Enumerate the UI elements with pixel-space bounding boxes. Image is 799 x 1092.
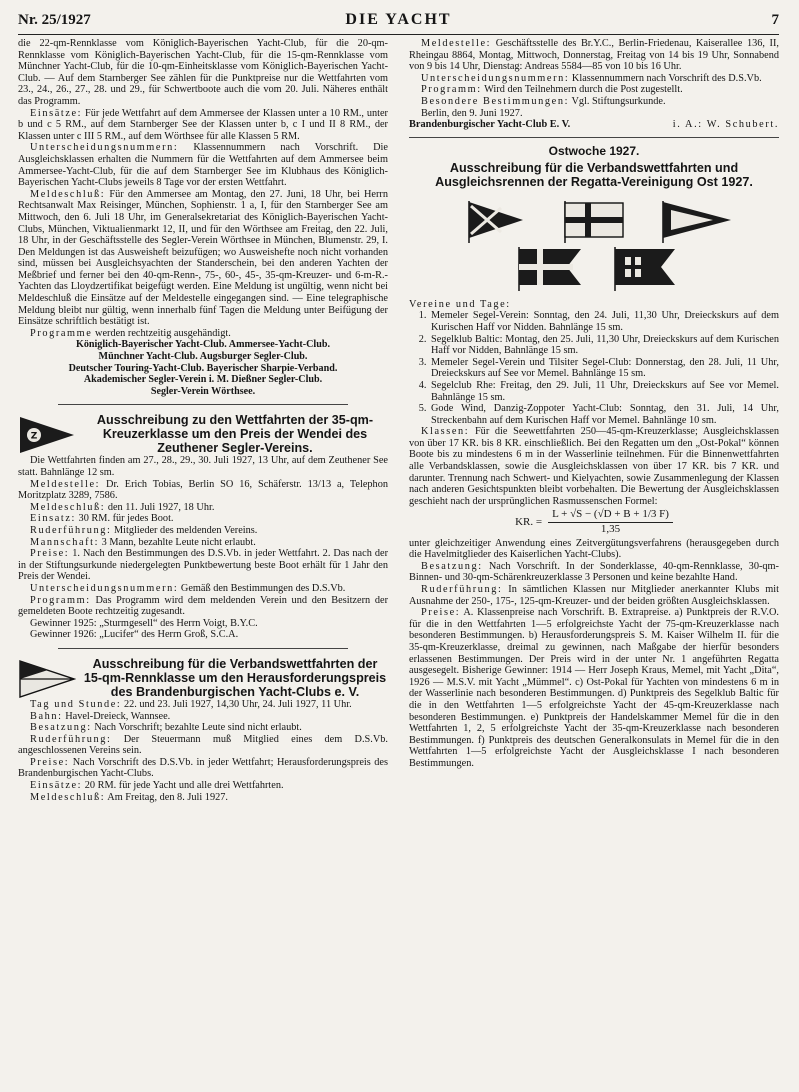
text: 3 Mann, bezahlte Leute nicht erlaubt.	[101, 536, 256, 548]
label: Meldestelle:	[30, 478, 101, 490]
ad-15qm-besatzung	[18, 722, 388, 734]
formula-lhs: KR. =	[515, 515, 543, 528]
text: Der Steuermann muß Mitglied eines dem D.S.Vb. angeschlossenen Vereins sein.	[18, 733, 388, 757]
ad-35qm-einsatz	[18, 513, 388, 525]
ad-15qm-tag	[18, 699, 388, 711]
club-list	[18, 339, 388, 397]
club-line: Königlich-Bayerischer Yacht-Club. Ammersee-Yacht-Club.	[75, 339, 330, 351]
text: Am Freitag, den 8. Juli 1927.	[107, 791, 228, 803]
text: 30 RM. für jedes Boot.	[78, 513, 174, 525]
text: Das Programm wird dem meldenden Verein und den Besitzern der gemeldeten Boote rechtzeitig zugesandt.	[18, 594, 388, 618]
svg-text:Z: Z	[30, 431, 38, 442]
vereine-list	[409, 310, 779, 426]
besondere-paragraph	[409, 96, 779, 108]
label: Preise:	[30, 548, 70, 560]
text: 1. Nach den Bestimmungen des D.S.Vb. in jeder Wettfahrt. 2. Das nach der in der Stiftungsurkunde niedergelegten Punktbewertung beste Boot erhält für 1 Jahr den Preis der Wendei.	[18, 548, 388, 583]
flag-icon	[565, 201, 623, 243]
label: Unterscheidungsnummern:	[30, 142, 179, 154]
unterscheidung-paragraph	[409, 73, 779, 85]
label: Ruderführung:	[421, 584, 503, 595]
label: Ruderführung:	[30, 733, 112, 745]
text: Geschäftsstelle des Br.Y.C., Berlin-Friedenau, Kaiserallee 136, II, Rheingau 8864, Montag, Mittwoch, Donnerstag, Freitag von 14 bis 19 Uhr, Sonnabend von 9 bis 14 Uhr, Dienstag: Andreas 5584—85 von 10 bis 16 Uhr.	[409, 38, 779, 73]
label: Meldeschluß:	[30, 501, 106, 513]
einsaetze-paragraph	[18, 108, 388, 143]
text: Dr. Erich Tobias, Berlin SO 16, Schäferstr. 13/13 a, Telephon Moritzplatz 3289, 7586.	[18, 478, 388, 502]
ostwoche-heading: Ostwoche 1927.	[548, 143, 640, 158]
ad-35qm-meldestelle	[18, 479, 388, 502]
label: Programm:	[30, 594, 91, 606]
burgee-flag-icon	[18, 659, 76, 699]
text: A. Klassenpreise nach Vorschrift. B. Extrapreise. a) Punktpreis der R.V.O. für die in den Wettfahrten 1—5 erfolgreichste Yacht der 75-qm-Kreuzerklasse nach besonderen Bestimmungen. b) Herausforderungspreis S. M. Kaiser Wilhelm II. für die 35-qm-Kreuzerklasse, dreimal zu gewinnen, nach Maßgabe der hierfür besonders erlassenen Bestimmungen. Der Preis wird in der unter Nr. 1 angeführten Regatta ausgesegelt. Bisherige Gewinner: 1914 — Herr Joseph Kraus, Memel, mit Yacht „Dita“, 1926 — M.S.V. mit Yacht „Mümmel“. c) Ost-Pokal für Yachten von mindestens 6 m in der Wasserlinie nach besonderen Bestimmungen. d) Punktpreis des Segelklub Baltic für die in den Wettfahrten 1—5 erfolgreichste Yacht der 45-qm-Kreuzerklasse nach besonderen Bestimmungen. e) Punktpreis der Handelskammer Memel für die in den Wettfahrten 1, 2, 5 erfolgreichste Yacht der 35-qm-Kreuzerklasse nach besonderen Bestimmungen. f) Punktpreis des deutschen Generalkonsulats in Memel für die in den Wettfahrten 1—5 erfolgreichste Yacht der Ausgleichsklasse I nach besonderen Bestimmungen.	[409, 607, 779, 769]
ad-15qm-einsaetze	[18, 780, 388, 792]
text: werden rechtzeitig ausgehändigt.	[95, 327, 231, 339]
label: Programme	[30, 327, 93, 339]
ad-15qm-ruder	[18, 734, 388, 757]
text: den 11. Juli 1927, 18 Uhr.	[107, 501, 215, 513]
signature-name: i. A.: W. Schubert.	[672, 119, 779, 131]
text: Nach Vorschrift des D.S.Vb. in jeder Wettfahrt; Herausforderungspreis des Brandenburgischen Yacht-Clubs.	[18, 756, 388, 780]
club-line: Segler-Verein Wörthsee.	[150, 385, 256, 397]
ad-15qm-bahn	[18, 711, 388, 723]
ad-35qm-mannschaft	[18, 537, 388, 549]
text: 20 RM. für jede Yacht und alle drei Wettfahrten.	[84, 780, 284, 792]
besatzung-paragraph	[409, 561, 779, 584]
ruder-paragraph	[409, 584, 779, 607]
label: Einsätze:	[30, 107, 83, 119]
label: Meldeschluß:	[30, 188, 106, 200]
page-number: 7	[771, 12, 779, 28]
ad-35qm-winner-1925: Gewinner 1925: „Sturmgesell“ des Herrn Voigt, B.Y.C.	[30, 617, 258, 629]
label: Klassen:	[421, 426, 470, 438]
unterscheidung-paragraph	[18, 142, 388, 188]
label: Bahn:	[30, 710, 63, 722]
programme-paragraph	[18, 328, 388, 340]
programm-paragraph	[409, 84, 779, 96]
club-line: Münchner Yacht-Club. Augsburger Segler-Club.	[98, 351, 308, 363]
ad-15qm-meldeschluss	[18, 792, 388, 804]
rasmussen-formula	[409, 509, 779, 535]
ad-35qm-untersch	[18, 583, 388, 595]
label: Preise:	[421, 607, 461, 619]
club-line: Deutscher Touring-Yacht-Club. Bayerischer Sharpie-Verband.	[68, 362, 338, 374]
list-item: 1. Memeler Segel-Verein: Sonntag, den 24. Juli, 11,30 Uhr, Dreieckskurs auf dem Kurischen Haff vor Nidden. Bahnlänge 15 sm.	[429, 310, 779, 333]
label: Tag und Stunde:	[30, 698, 122, 710]
label: Vereine und Tage:	[409, 298, 511, 310]
text: Nach Vorschrift; bezahlte Leute sind nicht erlaubt.	[94, 722, 302, 734]
ad-15qm-preise	[18, 757, 388, 780]
flag-icon	[469, 201, 523, 243]
text: Wird den Teilnehmern durch die Post zugestellt.	[484, 84, 683, 96]
label: Mannschaft:	[30, 536, 100, 548]
text: Klassennummern nach Vorschrift des D.S.Vb.	[571, 72, 762, 84]
ad-35qm-meldeschluss	[18, 502, 388, 514]
formula-fraction	[548, 509, 673, 535]
text: Gemäß den Bestimmungen des D.S.Vb.	[180, 582, 346, 594]
list-item: 2. Segelklub Baltic: Montag, den 25. Juli, 11,30 Uhr, Dreieckskurs auf dem Kurischen Haff vor Nidden, Bahnlänge 15 sm.	[429, 334, 779, 357]
page-header	[18, 10, 779, 30]
label: Meldestelle:	[421, 38, 492, 49]
ad-15qm-title: Ausschreibung für die Verbandswettfahrten der 15-qm-Rennklasse um den Herausforderungspreis des Brandenburgischen Yacht-Clubs e. V.	[83, 656, 387, 699]
club-line: Akademischer Segler-Verein i. M. Dießner Segler-Club.	[83, 374, 323, 386]
ad-35qm-intro: Die Wettfahrten finden am 27., 28., 29., 30. Juli 1927, 13 Uhr, auf dem Zeuthener See statt. Bahnlänge 12 sm.	[18, 455, 388, 478]
intro-paragraph: die 22-qm-Rennklasse vom Königlich-Bayerischen Yacht-Club, für die 20-qm-Rennklasse vom Königlich-Bayerischen Yacht-Club, für die 15-qm-Rennklasse vom Münchner Yacht-Club, für die 10-qm-Einheitsklasse vom Königlich-Bayerischen Yacht-Club. — Auf dem Starnberger See zählen für die Punktpreise nur die Wettfahrten vom 23., 24., 26., 27., 28. und 29., für Schwertboote auch die vom 20. Juli. Näheres enthält das Programm.	[18, 38, 388, 107]
signature-line	[409, 119, 779, 131]
text: Vgl. Stiftungsurkunde.	[571, 95, 666, 107]
ad-35qm-preise	[18, 548, 388, 583]
ad-35qm-ruder	[18, 525, 388, 537]
text: Für den Ammersee am Montag, den 27. Juni, 18 Uhr, bei Herrn Rechtsanwalt Max Reisinger, München, Sophienstr. 1 a, I, für den Starnberger See am Mittwoch, den 6. Juli 18 Uhr, im Generalsekretariat des Königlich-Bayerischen Yacht-Clubs, München, Viktualienmarkt 12, II, und für den Wörthsee am Freitag, den 22. Juli, 18 Uhr, in der Geschäftsstelle des Segler-Verein Wörthsee in München, Blumenstr. 29, I. Den Meldungen ist das Ausweisheft beizufügen; wo Ausweishefte noch nicht vorhanden sind, müssen bei Ausgleichsyachten der Standerschein, bei den anderen Yachten der Meßbrief und ferner bei den 40-qm-Renn-, 75-, 60-, 45-, 35-qm-Kreuzer- und 6-m-R.-Yachten das Lloydzertifikat beigefügt werden. Eine Meldung ist ungültig, wenn nicht bei Meldeschluß die Einsätze auf der Meldestelle eingegangen sind. — Eine telegraphische Meldung bleibt nur gültig, wenn innerhalb fünf Tagen die Meldung unter Beifügung der Einsätze schriftlich bestätigt ist.	[18, 188, 388, 328]
label: Besondere Bestimmungen:	[421, 95, 570, 107]
text: Havel-Dreieck, Wannsee.	[65, 710, 171, 722]
label: Unterscheidungsnummern:	[421, 72, 570, 84]
label: Besatzung:	[30, 722, 92, 734]
text: Für die Seewettfahrten 250—45-qm-Kreuzerklasse; Ausgleichsklassen von über 17 KR. bis 8 KR. einschließlich. Bei den Regatten um den „Ost-Pokal“ können Boote bis zu mindestens 6 m in der Wasserlinie teilnehmen. Für die Binnenwettfahrten alle Verbandsklassen, sowie die Ausgleichsklassen von über 17 KR. bis 7 KR. und darunter. Trennung nach Schwert- und Kielyachten, sowie Zusammenlegung der Klassen nach anderen Gesichtspunkten bleibt vorbehalten. Die Bewertung der Ausgleichsklassen geschieht nach der ursprünglichen Rasmussenschen Formel:	[409, 426, 779, 507]
klassen-paragraph	[409, 426, 779, 507]
journal-title: DIE YACHT	[345, 11, 452, 28]
vereine-heading	[409, 299, 779, 311]
ad-35qm-title: Ausschreibung zu den Wettfahrten der 35-qm-Kreuzerklasse um den Preis der Wendei des Zeuthener Segler-Vereins.	[96, 413, 374, 456]
label: Ruderführung:	[30, 524, 112, 536]
right-column	[409, 38, 779, 1078]
flag-icon	[663, 201, 731, 243]
flag-icon	[519, 247, 581, 291]
label: Einsatz:	[30, 513, 76, 525]
text: Klassennummern nach Vorschrift. Die Ausgleichsklassen erhalten die Nummern für die Wettfahrten auf dem Ammersee beim Ammersee-Yacht-Club, für die auf dem Starnberger See im Klubhaus des Königlich-Bayerischen Yacht-Clubs jeweils 8 Tage vor der ersten Wettfahrt.	[18, 142, 388, 189]
signature-club: Brandenburgischer Yacht-Club E. V.	[409, 119, 571, 131]
left-column	[18, 38, 388, 1078]
label: Besatzung:	[421, 560, 483, 572]
separator	[58, 404, 348, 405]
ost-title: Ausschreibung für die Verbandswettfahrten und Ausgleichsrennen der Regatta-Vereinigung Ost 1927.	[435, 160, 753, 189]
ad-35qm-programm	[18, 595, 388, 618]
separator	[409, 137, 779, 138]
flag-icon	[615, 247, 675, 291]
preise-paragraph	[409, 607, 779, 769]
label: Unterscheidungsnummern:	[30, 582, 179, 594]
text: Für jede Wettfahrt auf dem Ammersee der Klassen unter a 10 RM., unter b und c 5 RM., auf dem Starnberger See der Klassen unter b, c I und II 8 RM., der Klassen unter c III 5 RM., auf dem Wörthsee für alle Klassen 5 RM.	[18, 107, 388, 142]
issue-number: Nr. 25/1927	[18, 12, 91, 28]
club-flags-illustration	[449, 197, 739, 293]
formula-numerator: L + √S − (√D + B + 1/3 F)	[548, 509, 673, 523]
list-item: 3. Memeler Segel-Verein und Tilsiter Segel-Club: Donnerstag, den 28. Juli, 11 Uhr, Dreieckskurs auf See vor Memel. Bahnlänge 15 sm.	[429, 357, 779, 380]
label: Meldeschluß:	[30, 791, 106, 803]
text: Nach Vorschrift. In der Sonderklasse, 40-qm-Rennklasse, 30-qm-Binnen- und 30-qm-Schärenkreuzerklasse 3 Personen und keine bezahlte Hand.	[409, 560, 779, 584]
text: Mitglieder des meldenden Vereins.	[114, 524, 258, 536]
ad-35qm-header	[18, 411, 388, 455]
ad-35qm-winner-1926: Gewinner 1926: „Lucifer“ des Herrn Groß, S.C.A.	[30, 629, 239, 641]
header-rule	[18, 34, 779, 35]
label: Einsätze:	[30, 780, 83, 792]
text: In sämtlichen Klassen nur Mitglieder anerkannter Klubs mit Ausnahme der 250-, 175-, 125-qm-Kreuzer- und der beiden größten Ausgleichsklassen.	[409, 584, 779, 607]
date-line: Berlin, den 9. Juni 1927.	[421, 107, 523, 119]
list-item: 5. Gode Wind, Danzig-Zoppoter Yacht-Club: Sonntag, den 31. Juli, 14 Uhr, Streckenbahn auf dem Kurischen Haff vor Memel. Bahnlänge 10 sm.	[429, 403, 779, 426]
meldestelle-paragraph	[409, 38, 779, 73]
meldeschluss-paragraph	[18, 189, 388, 328]
pennant-flag-icon	[18, 415, 76, 455]
label: Preise:	[30, 756, 70, 768]
formula-note: unter gleichzeitiger Anwendung eines Zeitvergütungsverfahrens (herausgegeben durch die Havelmitglieder des Kaiserlichen Yacht-Clubs).	[409, 537, 779, 561]
separator	[58, 648, 348, 649]
ad-15qm-header	[18, 655, 388, 699]
text: 22. und 23. Juli 1927, 14,30 Uhr, 24. Juli 1927, 11 Uhr.	[123, 698, 352, 710]
list-item: 4. Segelclub Rhe: Freitag, den 29. Juli, 11 Uhr, Dreieckskurs auf See vor Memel. Bahnlänge 15 sm.	[429, 380, 779, 403]
label: Programm:	[421, 84, 482, 96]
formula-denominator: 1,35	[600, 523, 621, 536]
